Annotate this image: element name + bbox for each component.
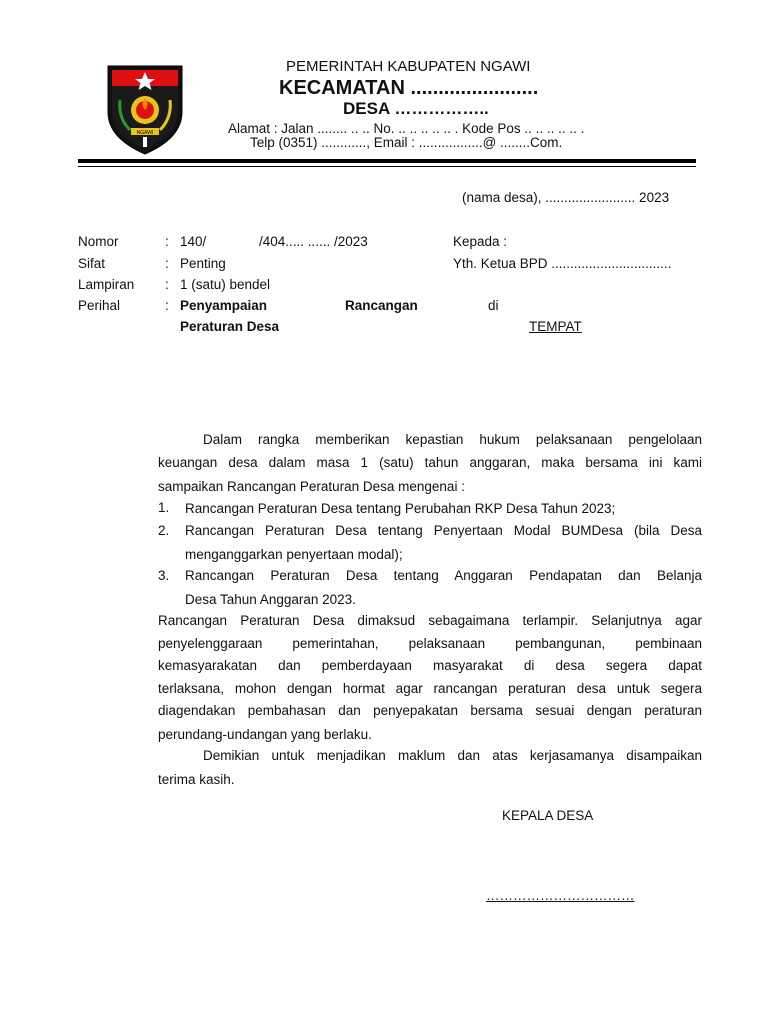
body-p2-line4: terlaksana, mohon dengan hormat agar rancangan peraturan desa untuk segera (158, 681, 702, 696)
recipient-di: di (488, 298, 499, 313)
perihal-line2: Peraturan Desa (180, 319, 280, 334)
body-p2-line2: penyelenggaraan pemerintahan, pelaksanaan pembangunan, pembinaan (158, 636, 702, 651)
list-item-2-line2: menganggarkan penyertaan modal); (185, 547, 403, 562)
list-item-2-line1: Rancangan Peraturan Desa tentang Penyertaan Modal BUMDesa (bila Desa (185, 523, 702, 538)
perihal-colon: : (165, 298, 169, 313)
government-title: PEMERINTAH KABUPATEN NGAWI (286, 58, 531, 75)
perihal-word1: Penyampaian (180, 298, 268, 313)
logo-motto: NGAWI (136, 130, 154, 136)
letterhead-rule-thick (78, 159, 696, 163)
district-title: KECAMATAN ....................... (279, 77, 539, 99)
lampiran-label: Lampiran (78, 277, 135, 292)
perihal-word2: Rancangan (345, 298, 418, 313)
signature-name-placeholder: …………………………… (486, 888, 635, 903)
signature-title: KEPALA DESA (502, 808, 594, 823)
list-item-3-line2: Desa Tahun Anggaran 2023. (185, 592, 356, 607)
lampiran-colon: : (165, 277, 169, 292)
list-item-3-line1: Rancangan Peraturan Desa tentang Anggaran Pendapatan dan Belanja (185, 568, 702, 583)
sifat-colon: : (165, 256, 169, 271)
letterhead-rule-thin (78, 166, 696, 167)
nomor-value: 140/ (180, 234, 207, 249)
list-item-2-number: 2. (158, 523, 170, 538)
body-p3-line2: terima kasih. (158, 772, 235, 787)
sifat-value: Penting (180, 256, 226, 271)
body-p2-line5: diagendakan pembahasan dan penyepakatan bersama sesuai dengan peraturan (158, 703, 702, 718)
body-p3-line1: Demikian untuk menjadikan maklum dan atas kerjasamanya disampaikan (203, 748, 702, 763)
body-p2-line6: perundang-undangan yang berlaku. (158, 727, 372, 742)
address-line: Alamat : Jalan ........ .. .. No. .. .. .. .. .. . Kode Pos .. .. .. .. .. . (228, 121, 585, 136)
sifat-label: Sifat (78, 256, 106, 271)
list-item-3-number: 3. (158, 568, 170, 583)
list-item-1-number: 1. (158, 500, 170, 515)
body-p1-line2: keuangan desa dalam masa 1 (satu) tahun anggaran, maka bersama ini kami (158, 455, 702, 470)
body-p1-line3: sampaikan Rancangan Peraturan Desa mengenai : (158, 479, 465, 494)
recipient-yth: Yth. Ketua BPD ................................ (453, 256, 672, 271)
contact-line: Telp (0351) ............, Email : .................@ ........Com. (250, 135, 563, 150)
nomor-label: Nomor (78, 234, 119, 249)
nomor-value-suffix: /404..... ...... /2023 (259, 234, 368, 249)
recipient-tempat: TEMPAT (529, 319, 582, 334)
nomor-colon: : (165, 234, 169, 249)
ngawi-emblem-logo (104, 60, 186, 156)
list-item-1-text: Rancangan Peraturan Desa tentang Perubahan RKP Desa Tahun 2023; (185, 501, 616, 516)
body-p2-line3: kemasyarakatan dan pemberdayaan masyarakat di desa segera dapat (158, 658, 702, 673)
body-p2-line1: Rancangan Peraturan Desa dimaksud sebagaimana terlampir. Selanjutnya agar (158, 613, 702, 628)
village-title: DESA …………….. (343, 99, 489, 118)
perihal-label: Perihal (78, 298, 121, 313)
date-line: (nama desa), ........................ 2023 (462, 190, 670, 205)
body-p1-line1: Dalam rangka memberikan kepastian hukum pelaksanaan pengelolaan (203, 432, 702, 447)
kepada-label: Kepada : (453, 234, 508, 249)
lampiran-value: 1 (satu) bendel (180, 277, 271, 292)
